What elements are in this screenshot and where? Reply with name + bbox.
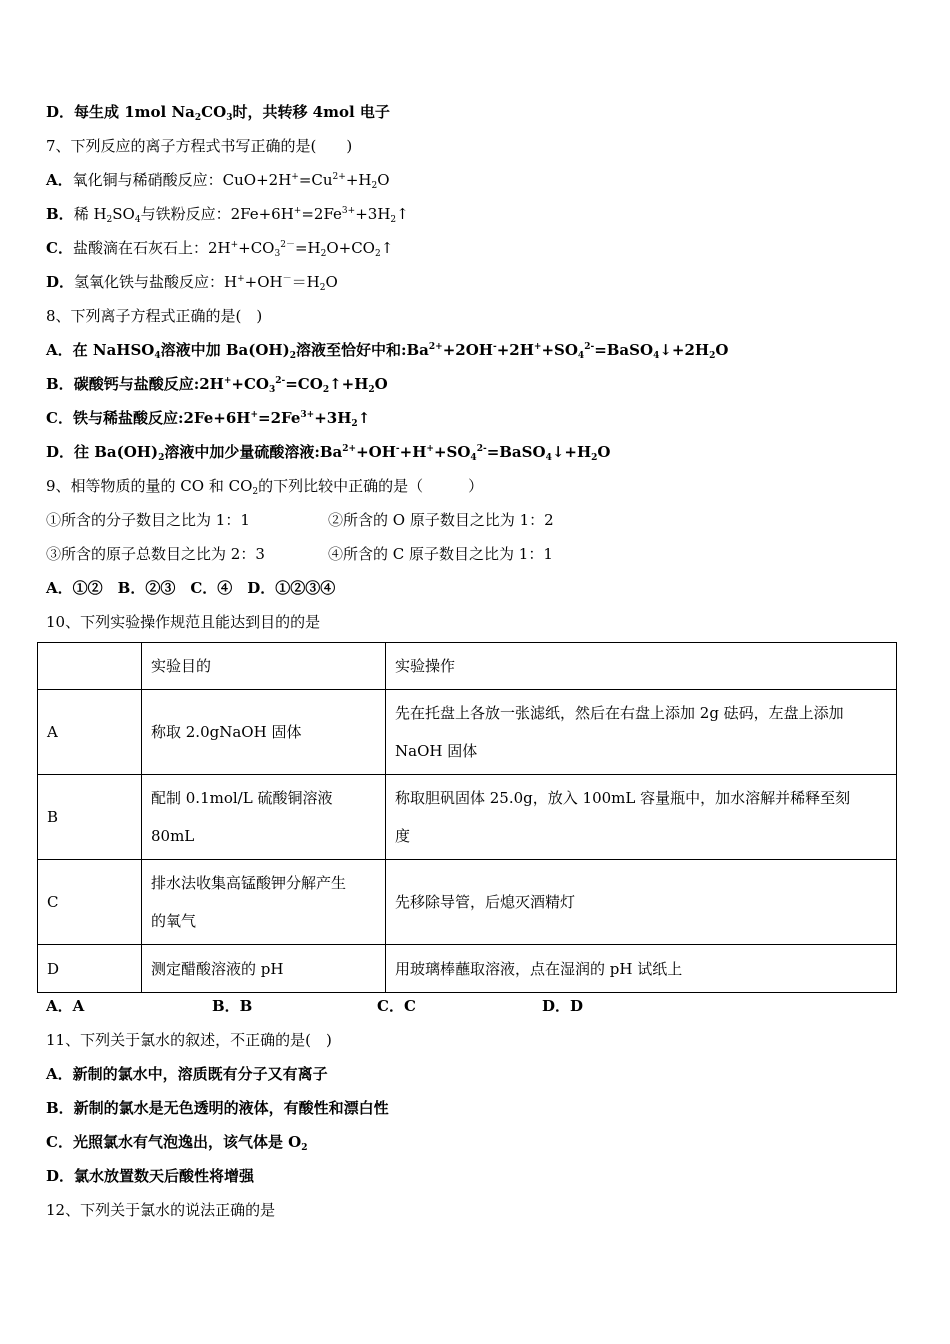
row-operation: 称取胆矾固体 25.0g，放入 100mL 容量瓶中，加水溶解并稀释至刻 度: [386, 775, 897, 860]
q8-option-c: C．铁与稀盐酸反应$:2Fe+6H^+=2Fe^{3+}+3H_2↑$: [46, 409, 371, 429]
table-header-cell: 实验目的: [142, 643, 386, 690]
q10-option-c: C．C: [377, 997, 416, 1015]
q7-option-c: C．盐酸滴在石灰石上：$2H^++CO_3^{2-}=H_2O+CO_2↑$: [46, 239, 394, 259]
q8-option-d: D．往 $Ba(OH)_2$溶液中加少量硫酸溶液$:Ba^{2+}+OH^-+H^++SO_4^{2-}=BaSO_4↓+H_2O$: [46, 443, 611, 463]
q6-option-d: D．每生成 1mol $Na_2CO_3$时，共转移 4mol 电子: [46, 103, 390, 123]
q8-option-b: B．碳酸钙与盐酸反应$:2H^++CO_3^{2-}=CO_2↑+H_2O$: [46, 375, 388, 395]
q10-option-a: A．A: [46, 997, 85, 1015]
q7-stem: 7、下列反应的离子方程式书写正确的是( ): [46, 137, 353, 155]
q11-option-a: A．新制的氯水中，溶质既有分子又有离子: [46, 1065, 328, 1083]
table-row: [38, 945, 897, 993]
row-purpose: 称取 2.0gNaOH 固体: [142, 690, 386, 775]
table-row: [38, 860, 897, 945]
row-label: D: [38, 945, 142, 993]
experiment-table: [37, 642, 897, 993]
table-header-cell: [38, 643, 142, 690]
row-purpose: 排水法收集高锰酸钾分解产生 的氧气: [142, 860, 386, 945]
table-row: [38, 775, 897, 860]
table-row: [38, 690, 897, 775]
row-label: C: [38, 860, 142, 945]
q8-option-a: A．在 NaHSO$_4$溶液中加 $Ba(OH)_2$溶液至恰好中和$:Ba^{2+}+2OH^-+2H^++SO_4^{2-}=BaSO_4↓+2H_2O$: [46, 341, 729, 361]
q11-option-d: D．氯水放置数天后酸性将增强: [46, 1167, 255, 1185]
row-operation: 用玻璃棒蘸取溶液，点在湿润的 pH 试纸上: [386, 945, 897, 993]
q9-stem: 9、相等物质的量的 CO 和 $CO_2$的下列比较中正确的是（ ）: [46, 477, 484, 497]
row-label: A: [38, 690, 142, 775]
row-operation: 先移除导管，后熄灭酒精灯: [386, 860, 897, 945]
q7-option-b: B．稀 $H_2SO_4$与铁粉反应：$2Fe+6H^+=2Fe^{3+}+3H_2↑$: [46, 205, 409, 225]
q9-item-1: ①所含的分子数目之比为 1：1: [46, 511, 250, 529]
q10-stem: 10、下列实验操作规范且能达到目的的是: [46, 613, 321, 631]
q9-item-4: ④所含的 C 原子数目之比为 1：1: [328, 545, 553, 563]
q11-stem: 11、下列关于氯水的叙述，不正确的是( ): [46, 1031, 332, 1049]
row-purpose: 配制 0.1mol/L 硫酸铜溶液 80mL: [142, 775, 386, 860]
row-purpose: 测定醋酸溶液的 pH: [142, 945, 386, 993]
q11-option-b: B．新制的氯水是无色透明的液体，有酸性和漂白性: [46, 1099, 389, 1117]
q10-option-d: D．D: [542, 997, 584, 1015]
row-operation: 先在托盘上各放一张滤纸，然后在右盘上添加 2g 砝码，左盘上添加 NaOH 固体: [386, 690, 897, 775]
q8-stem: 8、下列离子方程式正确的是( ): [46, 307, 263, 325]
q9-item-3: ③所含的原子总数目之比为 2：3: [46, 545, 265, 563]
q7-option-a: A．氧化铜与稀硝酸反应：$CuO+2H^+=Cu^{2+}+H_2O$: [46, 171, 390, 191]
q12-stem: 12、下列关于氯水的说法正确的是: [46, 1201, 276, 1219]
q10-option-b: B．B: [212, 997, 253, 1015]
q9-item-2: ②所含的 O 原子数目之比为 1：2: [328, 511, 554, 529]
q7-option-d: D．氢氧化铁与盐酸反应：$H^++OH^-=H_2O$: [46, 273, 338, 293]
q9-options: A．①② B．②③ C．④ D．①②③④: [46, 579, 336, 597]
table-header-cell: 实验操作: [386, 643, 897, 690]
q11-option-c: C．光照氯水有气泡逸出，该气体是 $O_2$: [46, 1133, 308, 1153]
table-header-row: [38, 643, 897, 690]
row-label: B: [38, 775, 142, 860]
